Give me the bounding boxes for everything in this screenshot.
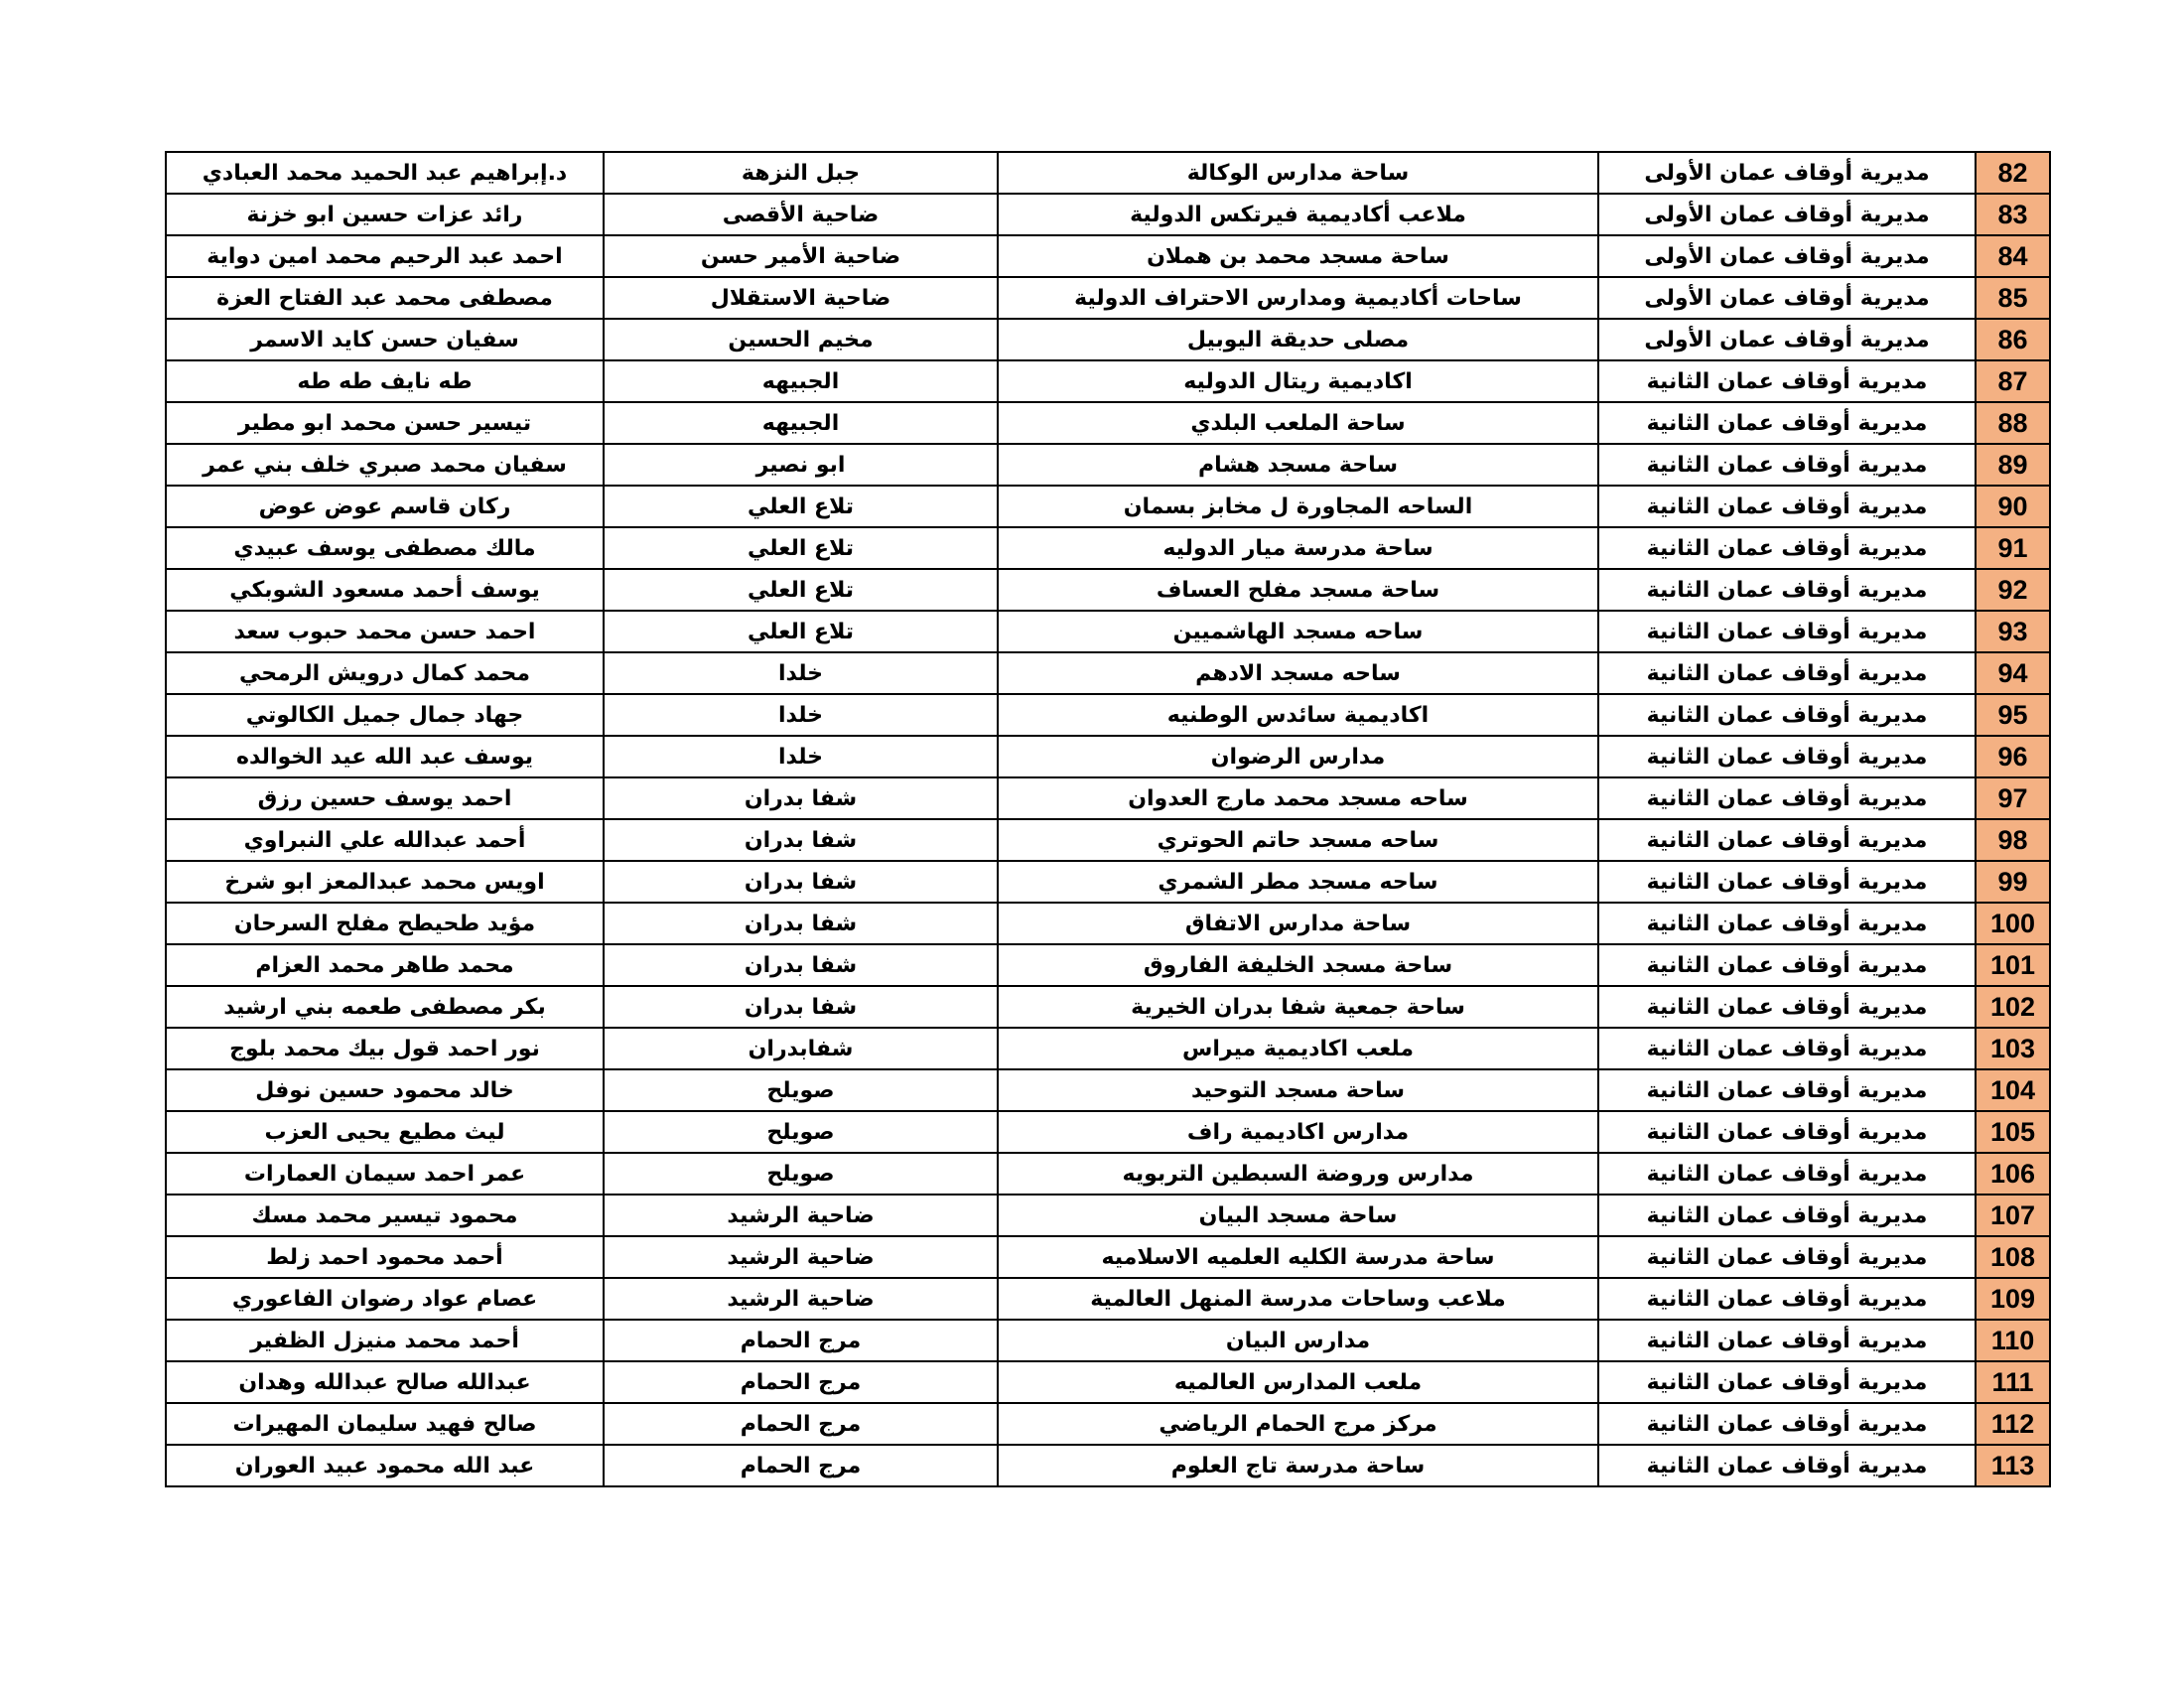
area-cell: ضاحية الرشيد <box>604 1278 998 1320</box>
row-number-cell: 88 <box>1976 402 2050 444</box>
row-number-cell: 84 <box>1976 235 2050 277</box>
name-cell: مؤيد طحيطح مفلح السرحان <box>166 903 604 944</box>
table-row <box>166 360 2050 402</box>
row-number-cell: 93 <box>1976 611 2050 652</box>
location-cell: ساحة مسجد الخليفة الفاروق <box>998 944 1598 986</box>
table-row <box>166 444 2050 486</box>
row-number-cell: 107 <box>1976 1195 2050 1236</box>
area-cell: ضاحية الأمير حسن <box>604 235 998 277</box>
area-cell: مرج الحمام <box>604 1403 998 1445</box>
area-cell: ضاحية الرشيد <box>604 1195 998 1236</box>
directorate-cell: مديرية أوقاف عمان الثانية <box>1598 1069 1976 1111</box>
location-cell: ملعب المدارس العالميه <box>998 1361 1598 1403</box>
name-cell: يوسف عبد الله عيد الخوالده <box>166 736 604 777</box>
row-number-cell: 83 <box>1976 194 2050 235</box>
row-number-cell: 109 <box>1976 1278 2050 1320</box>
area-cell: مرج الحمام <box>604 1361 998 1403</box>
name-cell: خالد محمود حسين نوفل <box>166 1069 604 1111</box>
directorate-cell: مديرية أوقاف عمان الثانية <box>1598 1195 1976 1236</box>
location-cell: ساحة الملعب البلدي <box>998 402 1598 444</box>
directorate-cell: مديرية أوقاف عمان الأولى <box>1598 319 1976 360</box>
location-cell: ساحه مسجد حاتم الحوتري <box>998 819 1598 861</box>
directorate-cell: مديرية أوقاف عمان الثانية <box>1598 652 1976 694</box>
directorate-cell: مديرية أوقاف عمان الثانية <box>1598 1153 1976 1195</box>
name-cell: عبدالله صالح عبدالله وهدان <box>166 1361 604 1403</box>
location-cell: ساحة مسجد البيان <box>998 1195 1598 1236</box>
location-cell: مدارس اكاديمية راف <box>998 1111 1598 1153</box>
directorate-cell: مديرية أوقاف عمان الثانية <box>1598 444 1976 486</box>
name-cell: أحمد محمد منيزل الظفير <box>166 1320 604 1361</box>
table-row <box>166 1028 2050 1069</box>
table-row <box>166 986 2050 1028</box>
location-cell: مركز مرج الحمام الرياضي <box>998 1403 1598 1445</box>
location-cell: ساحة مسجد محمد بن هملان <box>998 235 1598 277</box>
row-number-cell: 90 <box>1976 486 2050 527</box>
row-number-cell: 82 <box>1976 152 2050 194</box>
table-row <box>166 1236 2050 1278</box>
name-cell: نور احمد قول بيك محمد بلوج <box>166 1028 604 1069</box>
area-cell: مرج الحمام <box>604 1445 998 1486</box>
name-cell: احمد يوسف حسين رزق <box>166 777 604 819</box>
name-cell: أحمد محمود احمد زلط <box>166 1236 604 1278</box>
table-row <box>166 1361 2050 1403</box>
area-cell: الجبيهه <box>604 360 998 402</box>
location-cell: ساحات أكاديمية ومدارس الاحتراف الدولية <box>998 277 1598 319</box>
table-row <box>166 819 2050 861</box>
table-row <box>166 486 2050 527</box>
table-row <box>166 1403 2050 1445</box>
area-cell: شفا بدران <box>604 861 998 903</box>
name-cell: محمد طاهر محمد العزام <box>166 944 604 986</box>
name-cell: سفيان حسن كايد الاسمر <box>166 319 604 360</box>
row-number-cell: 110 <box>1976 1320 2050 1361</box>
location-cell: اكاديمية سائدس الوطنيه <box>998 694 1598 736</box>
directorate-cell: مديرية أوقاف عمان الثانية <box>1598 736 1976 777</box>
row-number-cell: 112 <box>1976 1403 2050 1445</box>
name-cell: احمد حسن محمد حبوب سعد <box>166 611 604 652</box>
row-number-cell: 102 <box>1976 986 2050 1028</box>
table-row <box>166 736 2050 777</box>
directorate-cell: مديرية أوقاف عمان الثانية <box>1598 486 1976 527</box>
name-cell: عصام عواد رضوان الفاعوري <box>166 1278 604 1320</box>
name-cell: سفيان محمد صبري خلف بني عمر <box>166 444 604 486</box>
area-cell: صويلح <box>604 1111 998 1153</box>
area-cell: مرج الحمام <box>604 1320 998 1361</box>
directorate-cell: مديرية أوقاف عمان الثانية <box>1598 611 1976 652</box>
name-cell: عبد الله محمود عبيد العوران <box>166 1445 604 1486</box>
row-number-cell: 86 <box>1976 319 2050 360</box>
area-cell: شفابدران <box>604 1028 998 1069</box>
row-number-cell: 113 <box>1976 1445 2050 1486</box>
location-cell: ساحة جمعية شفا بدران الخيرية <box>998 986 1598 1028</box>
row-number-cell: 106 <box>1976 1153 2050 1195</box>
area-cell: خلدا <box>604 652 998 694</box>
location-cell: الساحه المجاورة ل مخابز بسمان <box>998 486 1598 527</box>
area-cell: ضاحية الاستقلال <box>604 277 998 319</box>
row-number-cell: 98 <box>1976 819 2050 861</box>
name-cell: صالح فهيد سليمان المهيرات <box>166 1403 604 1445</box>
name-cell: تيسير حسن محمد ابو مطير <box>166 402 604 444</box>
directorate-cell: مديرية أوقاف عمان الأولى <box>1598 152 1976 194</box>
location-cell: ساحة مسجد التوحيد <box>998 1069 1598 1111</box>
name-cell: طه نايف طه طه <box>166 360 604 402</box>
table-row <box>166 1069 2050 1111</box>
location-cell: ساحة مدارس الاتفاق <box>998 903 1598 944</box>
table-row <box>166 777 2050 819</box>
location-cell: مدارس البيان <box>998 1320 1598 1361</box>
row-number-cell: 104 <box>1976 1069 2050 1111</box>
table-row <box>166 152 2050 194</box>
location-cell: ساحه مسجد مطر الشمري <box>998 861 1598 903</box>
table-row <box>166 903 2050 944</box>
row-number-cell: 105 <box>1976 1111 2050 1153</box>
location-cell: مدارس الرضوان <box>998 736 1598 777</box>
table-row <box>166 319 2050 360</box>
table-row <box>166 527 2050 569</box>
area-cell: مخيم الحسين <box>604 319 998 360</box>
area-cell: صويلح <box>604 1069 998 1111</box>
location-cell: ساحة مسجد هشام <box>998 444 1598 486</box>
location-cell: ساحه مسجد الهاشميين <box>998 611 1598 652</box>
directorate-cell: مديرية أوقاف عمان الثانية <box>1598 360 1976 402</box>
table-row <box>166 1195 2050 1236</box>
name-cell: أحمد عبدالله علي النبراوي <box>166 819 604 861</box>
table-row <box>166 652 2050 694</box>
directorate-cell: مديرية أوقاف عمان الثانية <box>1598 1278 1976 1320</box>
location-cell: ملعب اكاديمية ميراس <box>998 1028 1598 1069</box>
directorate-cell: مديرية أوقاف عمان الثانية <box>1598 1403 1976 1445</box>
name-cell: ليث مطيع يحيى العزب <box>166 1111 604 1153</box>
directorate-cell: مديرية أوقاف عمان الثانية <box>1598 861 1976 903</box>
table-body <box>166 152 2050 1486</box>
name-cell: يوسف أحمد مسعود الشوبكي <box>166 569 604 611</box>
name-cell: مصطفى محمد عبد الفتاح العزة <box>166 277 604 319</box>
area-cell: تلاع العلي <box>604 527 998 569</box>
location-cell: ملاعب أكاديمية فيرتكس الدولية <box>998 194 1598 235</box>
directorate-cell: مديرية أوقاف عمان الثانية <box>1598 944 1976 986</box>
row-number-cell: 111 <box>1976 1361 2050 1403</box>
directorate-cell: مديرية أوقاف عمان الثانية <box>1598 569 1976 611</box>
area-cell: تلاع العلي <box>604 611 998 652</box>
location-cell: ملاعب وساحات مدرسة المنهل العالمية <box>998 1278 1598 1320</box>
row-number-cell: 108 <box>1976 1236 2050 1278</box>
row-number-cell: 85 <box>1976 277 2050 319</box>
row-number-cell: 95 <box>1976 694 2050 736</box>
table-row <box>166 1278 2050 1320</box>
table-row <box>166 194 2050 235</box>
table-row <box>166 1153 2050 1195</box>
location-cell: اكاديمية ريتال الدوليه <box>998 360 1598 402</box>
directorate-cell: مديرية أوقاف عمان الثانية <box>1598 1320 1976 1361</box>
row-number-cell: 100 <box>1976 903 2050 944</box>
name-cell: رائد عزات حسين ابو خزنة <box>166 194 604 235</box>
location-cell: ساحة مسجد مفلح العساف <box>998 569 1598 611</box>
name-cell: احمد عبد الرحيم محمد امين دواية <box>166 235 604 277</box>
row-number-cell: 87 <box>1976 360 2050 402</box>
row-number-cell: 97 <box>1976 777 2050 819</box>
table-row <box>166 1320 2050 1361</box>
row-number-cell: 92 <box>1976 569 2050 611</box>
name-cell: مالك مصطفى يوسف عبيدي <box>166 527 604 569</box>
directorate-cell: مديرية أوقاف عمان الأولى <box>1598 235 1976 277</box>
area-cell: شفا بدران <box>604 819 998 861</box>
area-cell: شفا بدران <box>604 903 998 944</box>
row-number-cell: 99 <box>1976 861 2050 903</box>
name-cell: جهاد جمال جميل الكالوتي <box>166 694 604 736</box>
directorate-cell: مديرية أوقاف عمان الثانية <box>1598 527 1976 569</box>
directorate-cell: مديرية أوقاف عمان الأولى <box>1598 194 1976 235</box>
name-cell: عمر احمد سيمان العمارات <box>166 1153 604 1195</box>
row-number-cell: 103 <box>1976 1028 2050 1069</box>
table-row <box>166 277 2050 319</box>
directorate-cell: مديرية أوقاف عمان الثانية <box>1598 986 1976 1028</box>
directorate-cell: مديرية أوقاف عمان الثانية <box>1598 1111 1976 1153</box>
table-row <box>166 944 2050 986</box>
area-cell: تلاع العلي <box>604 569 998 611</box>
table-row <box>166 1111 2050 1153</box>
area-cell: ضاحية الرشيد <box>604 1236 998 1278</box>
directorate-cell: مديرية أوقاف عمان الأولى <box>1598 277 1976 319</box>
area-cell: ضاحية الأقصى <box>604 194 998 235</box>
directorate-cell: مديرية أوقاف عمان الثانية <box>1598 819 1976 861</box>
name-cell: محمد كمال درويش الرمحي <box>166 652 604 694</box>
table-row <box>166 235 2050 277</box>
table-row <box>166 569 2050 611</box>
location-cell: ساحة مدرسة الكليه العلميه الاسلاميه <box>998 1236 1598 1278</box>
directorate-cell: مديرية أوقاف عمان الثانية <box>1598 1445 1976 1486</box>
area-cell: صويلح <box>604 1153 998 1195</box>
directorate-cell: مديرية أوقاف عمان الثانية <box>1598 1236 1976 1278</box>
location-cell: ساحة مدارس الوكالة <box>998 152 1598 194</box>
row-number-cell: 94 <box>1976 652 2050 694</box>
row-number-cell: 89 <box>1976 444 2050 486</box>
name-cell: بكر مصطفى طعمه بني ارشيد <box>166 986 604 1028</box>
name-cell: اويس محمد عبدالمعز ابو شرخ <box>166 861 604 903</box>
area-cell: خلدا <box>604 694 998 736</box>
area-cell: خلدا <box>604 736 998 777</box>
location-cell: ساحه مسجد محمد مارج العدوان <box>998 777 1598 819</box>
row-number-cell: 96 <box>1976 736 2050 777</box>
table-row <box>166 1445 2050 1486</box>
location-cell: ساحة مدرسة تاج العلوم <box>998 1445 1598 1486</box>
directorate-cell: مديرية أوقاف عمان الثانية <box>1598 1361 1976 1403</box>
area-cell: شفا بدران <box>604 944 998 986</box>
location-cell: ساحة مدرسة ميار الدوليه <box>998 527 1598 569</box>
table-row <box>166 611 2050 652</box>
location-cell: ساحه مسجد الادهم <box>998 652 1598 694</box>
row-number-cell: 91 <box>1976 527 2050 569</box>
area-cell: جبل النزهة <box>604 152 998 194</box>
location-cell: مصلى حديقة اليوبيل <box>998 319 1598 360</box>
locations-table <box>165 151 2051 1487</box>
area-cell: الجبيهه <box>604 402 998 444</box>
area-cell: تلاع العلي <box>604 486 998 527</box>
directorate-cell: مديرية أوقاف عمان الثانية <box>1598 903 1976 944</box>
row-number-cell: 101 <box>1976 944 2050 986</box>
area-cell: ابو نصير <box>604 444 998 486</box>
name-cell: محمود تيسير محمد مسك <box>166 1195 604 1236</box>
name-cell: ركان قاسم عوض عوض <box>166 486 604 527</box>
name-cell: د.إبراهيم عبد الحميد محمد العبادي <box>166 152 604 194</box>
directorate-cell: مديرية أوقاف عمان الثانية <box>1598 402 1976 444</box>
table-row <box>166 861 2050 903</box>
directorate-cell: مديرية أوقاف عمان الثانية <box>1598 777 1976 819</box>
directorate-cell: مديرية أوقاف عمان الثانية <box>1598 694 1976 736</box>
area-cell: شفا بدران <box>604 986 998 1028</box>
directorate-cell: مديرية أوقاف عمان الثانية <box>1598 1028 1976 1069</box>
table-row <box>166 694 2050 736</box>
area-cell: شفا بدران <box>604 777 998 819</box>
location-cell: مدارس وروضة السبطين التربويه <box>998 1153 1598 1195</box>
table-row <box>166 402 2050 444</box>
